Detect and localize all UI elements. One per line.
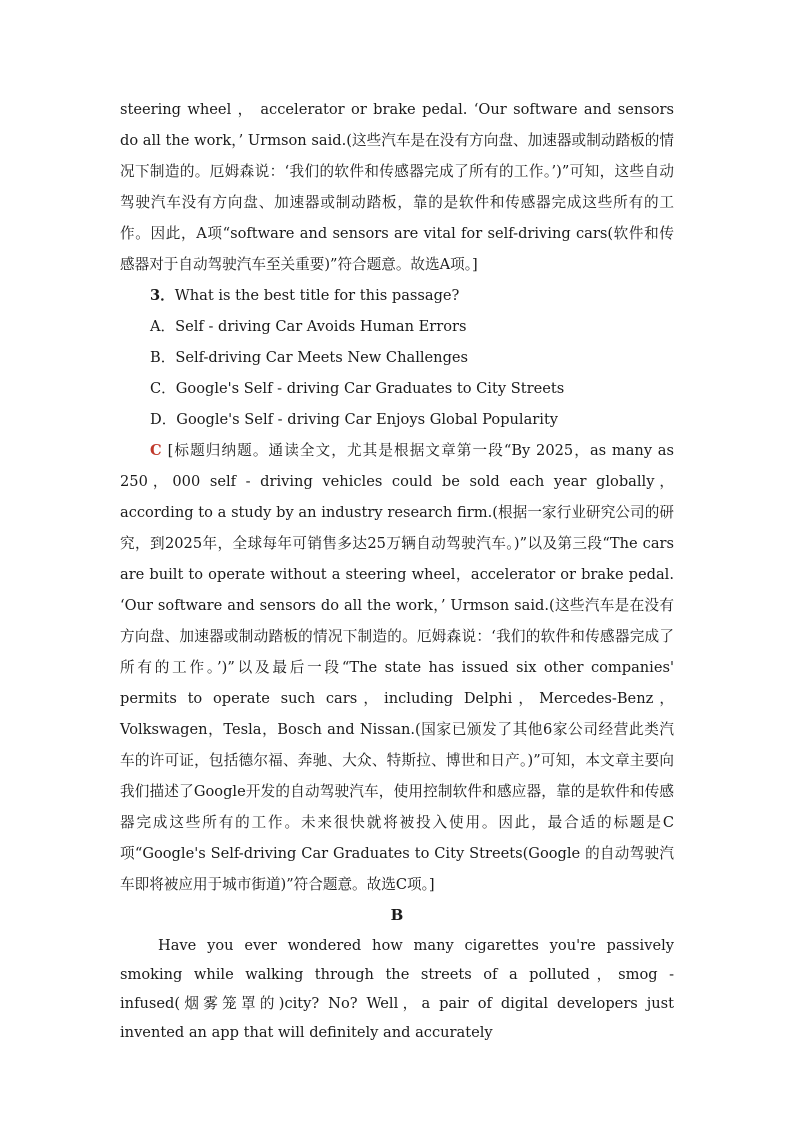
question-number: 3． bbox=[150, 287, 175, 304]
document-page bbox=[120, 94, 674, 1047]
question-text: What is the best title for this passage? bbox=[174, 287, 460, 304]
answer-letter: C bbox=[150, 442, 162, 459]
option-c: C．Google's Self - driving Car Graduates to City Streets bbox=[150, 380, 565, 397]
option-a: A．Self - driving Car Avoids Human Errors bbox=[150, 318, 467, 335]
question-3 bbox=[120, 280, 674, 311]
answer-2-explanation-continued: steering wheel ， accelerator or brake pedal. ‘Our software and sensors do all the work，’ Urmson said.(这些汽车是在没有方向盘、加速器或制动踏板的情况下制造的。厄姆森说：‘我们的软件和传感器完成了所有的工作。’)”可知，这些自动驾驶汽车没有方向盘、加速器或制动踏板，靠的是软件和传感器完成这些所有的工作。因此，A项“software and sensors are vital for self-driving cars(软件和传感器对于自动驾驶汽车至关重要)”符合题意。故选A项。] bbox=[120, 101, 674, 273]
answer-3-explanation bbox=[120, 435, 674, 900]
section-heading: B bbox=[390, 906, 404, 924]
passage-b-paragraph: Have you ever wondered how many cigarettes you're passively smoking while walking through the streets of a polluted，smog - infused(烟雾笼罩的)city? No? Well，a pair of digital developers just invented an app that will definitely and accurately bbox=[120, 937, 674, 1041]
explanation-text: [标题归纳题。通读全文，尤其是根据文章第一段“By 2025，as many as 250，000 self - driving vehicles could be sold each year globally，according to a study by an industry research firm.(根据一家行业研究公司的研究，到2025年，全球每年可销售多达25万辆自动驾驶汽车。)”以及第三段“The cars are built to operate without a steering wheel，accelerator or brake pedal. ‘Our software and sensors do all the work，’ Urmson said.(这些汽车是在没有方向盘、加速器或制动踏板的情况下制造的。厄姆森说：‘我们的软件和传感器完成了所有的工作。’)”以及最后一段“The state has issued six other companies' permits to operate such cars，including Delphi，Mercedes-Benz，Volkswagen，Tesla，Bosch and Nissan.(国家已颁发了其他6家公司经营此类汽车的许可证，包括德尔福、奔驰、大众、特斯拉、博世和日产。)”可知，本文章主要向我们描述了Google开发的自动驾驶汽车，使用控制软件和感应器，靠的是软件和传感器完成这些所有的工作。未来很快就将被投入使用。因此，最合适的标题是C项“Google's Self-driving Car Graduates to City Streets(Google 的自动驾驶汽车即将被应用于城市街道)”符合题意。故选C项。] bbox=[120, 442, 674, 893]
option-d: D．Google's Self - driving Car Enjoys Global Popularity bbox=[150, 411, 559, 428]
option-b: B．Self-driving Car Meets New Challenges bbox=[150, 349, 469, 366]
